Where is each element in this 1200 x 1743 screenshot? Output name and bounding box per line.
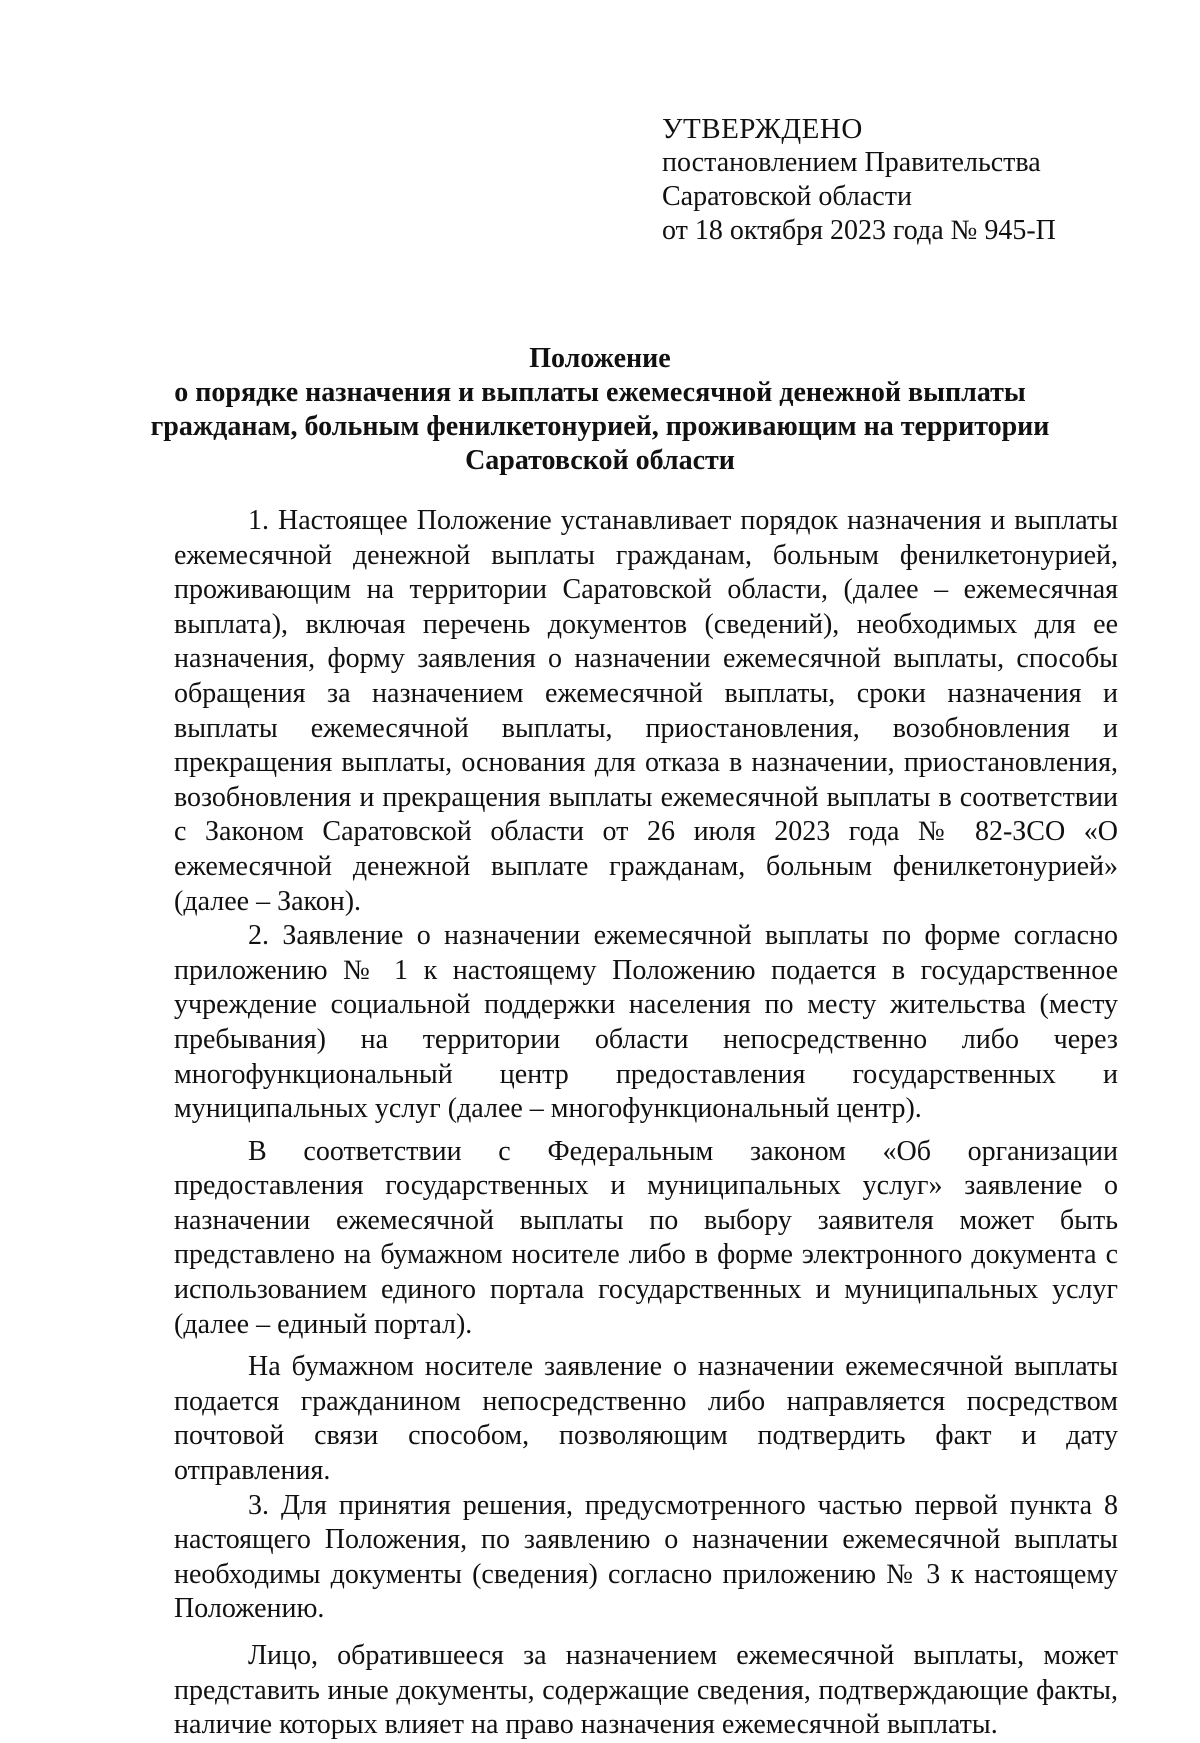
- paragraph-2: 2. Заявление о назначении ежемесячной выплаты по форме согласно приложению № 1 к настоящему Положению подается в государственное учреждение социальной поддержки населения по месту жительства (месту пребывания) на территории области непосредственно либо через многофункциональный центр предоставления государственных и муниципальных услуг (далее – многофункциональный центр).: [174, 920, 1118, 1125]
- paragraph-5: 3. Для принятия решения, предусмотренного частью первой пункта 8 настоящего Положения, по заявлению о назначении ежемесячной выплаты необходимы документы (сведения) согласно приложению № 3 к настоящему Положению.: [174, 1489, 1118, 1625]
- title-line-1: Положение: [529, 343, 671, 374]
- title-line-2: о порядке назначения и выплаты ежемесячной денежной выплаты: [174, 377, 1026, 408]
- approval-line-3: от 18 октября 2023 года № 945-П: [662, 215, 1056, 246]
- approval-line-2: Саратовской области: [662, 181, 912, 212]
- paragraph-6: Лицо, обратившееся за назначением ежемесячной выплаты, может представить иные документы, содержащие сведения, подтверждающие факты, наличие которых влияет на право назначения ежемесячной выплаты.: [174, 1640, 1118, 1741]
- paragraph-4: На бумажном носителе заявление о назначении ежемесячной выплаты подается гражданином непосредственно либо направляется посредством почтовой связи способом, позволяющим подтвердить факт и дату отправления.: [174, 1351, 1118, 1487]
- paragraph-1: 1. Настоящее Положение устанавливает порядок назначения и выплаты ежемесячной денежной выплаты гражданам, больным фенилкетонурией, проживающим на территории Саратовской области, (далее – ежемесячная выплата), включая перечень документов (сведений), необходимых для ее назначения, форму заявления о назначении ежемесячной выплаты, способы обращения за назначением ежемесячной выплаты, сроки назначения и выплаты ежемесячной выплаты, приостановления, возобновления и прекращения выплаты, основания для отказа в назначении, приостановления, возобновления и прекращения выплаты ежемесячной выплаты в соответствии с Законом Саратовской области от 26 июля 2023 года № 82-ЗСО «О ежемесячной денежной выплате гражданам, больным фенилкетонурией» (далее – Закон).: [174, 505, 1118, 917]
- approval-stamp: [662, 112, 1122, 248]
- document-title: [150, 342, 1050, 478]
- title-line-4: Саратовской области: [465, 445, 735, 476]
- paragraph-3: В соответствии с Федеральным законом «Об организации предоставления государственных и муниципальных услуг» заявление о назначении ежемесячной выплаты по выбору заявителя может быть представлено на бумажном носителе либо в форме электронного документа с использованием единого портала государственных и муниципальных услуг (далее – единый портал).: [174, 1135, 1118, 1340]
- approval-line-1: постановлением Правительства: [662, 147, 1041, 178]
- approval-title: УТВЕРЖДЕНО: [662, 113, 863, 145]
- title-line-3: гражданам, больным фенилкетонурией, проживающим на территории: [150, 411, 1050, 442]
- document-body: [174, 504, 1118, 1743]
